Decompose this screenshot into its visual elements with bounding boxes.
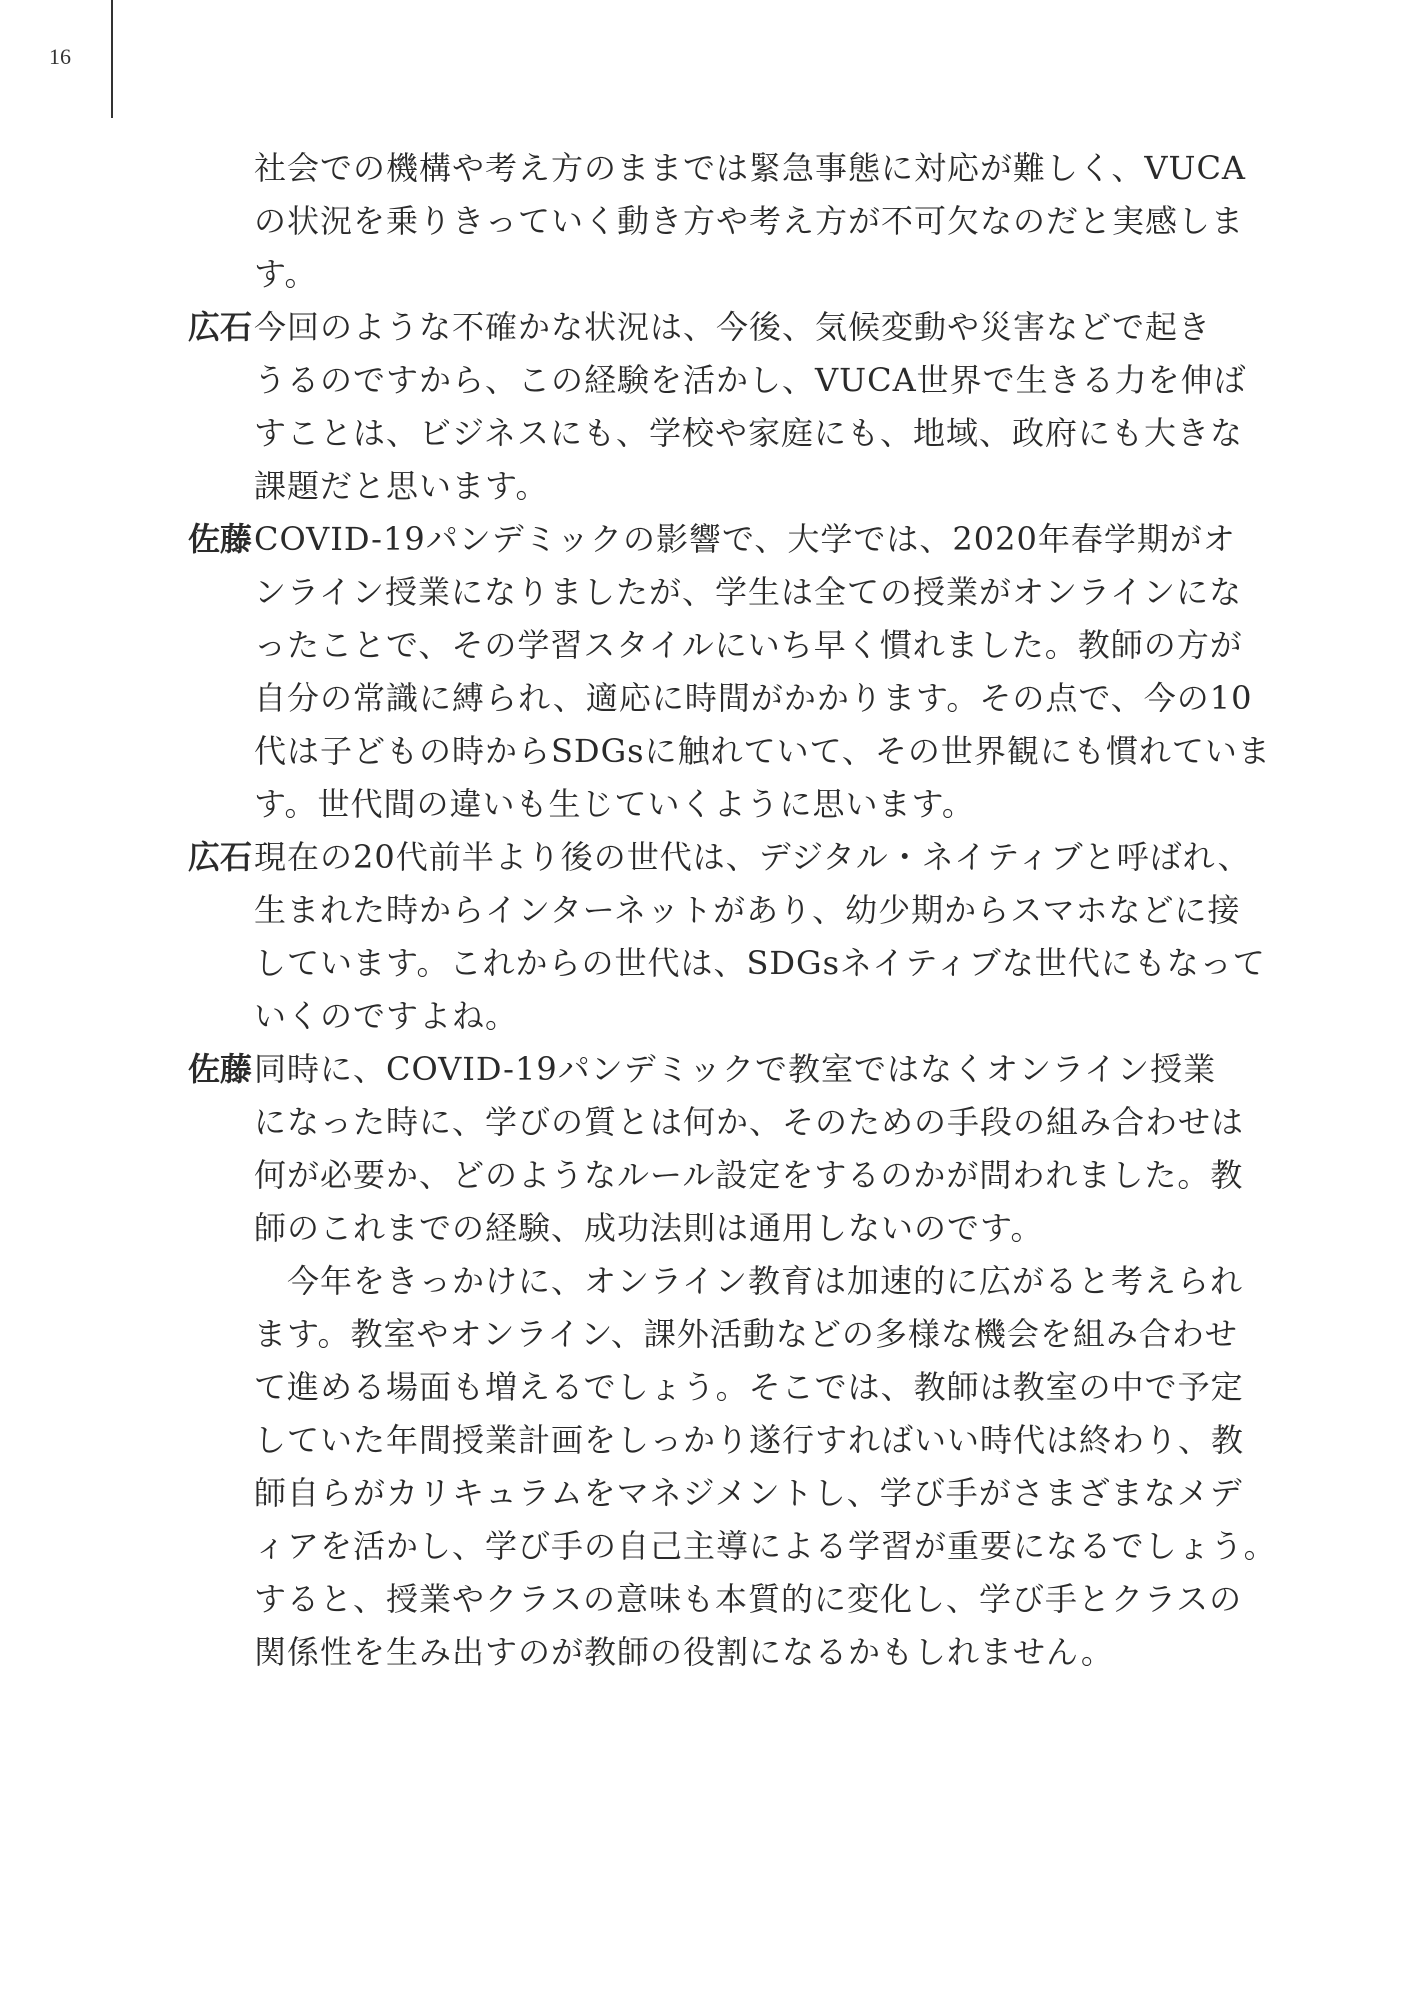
text-line: 師自らがカリキュラムをマネジメントし、学び手がさまざまなメデ — [254, 1474, 1243, 1512]
text-line: 何が必要か、どのようなルール設定をするのかが問われました。教 — [254, 1156, 1244, 1194]
text-line: す。 — [254, 255, 318, 293]
text-line: ィアを活かし、学び手の自己主導による学習が重要になるでしょう。 — [254, 1527, 1277, 1565]
text-line: しています。これからの世代は、SDGsネイティブな世代にもなって — [254, 944, 1266, 982]
text-line: ったことで、その学習スタイルにいち早く慣れました。教師の方が — [254, 626, 1243, 664]
text-line: 同時に、COVID-19パンデミックで教室ではなくオンライン授業 — [254, 1050, 1217, 1088]
text-line: 代は子どもの時からSDGsに触れていて、その世界観にも慣れていま — [254, 732, 1271, 770]
text-line: になった時に、学びの質とは何か、そのための手段の組み合わせは — [254, 1103, 1245, 1141]
text-line: す。世代間の違いも生じていくように思います。 — [254, 785, 975, 823]
text-line: 社会での機構や考え方のままでは緊急事態に対応が難しく、VUCA — [254, 149, 1247, 187]
text-line: 自分の常識に縛られ、適応に時間がかかります。その点で、今の10 — [254, 679, 1253, 717]
dialogue-hiroishi-2 — [188, 831, 1266, 1043]
speaker-label: 広石 — [188, 308, 253, 346]
header-rule — [111, 0, 113, 118]
text-line: ンライン授業になりましたが、学生は全ての授業がオンラインにな — [254, 573, 1243, 611]
page-number: 16 — [49, 44, 71, 69]
text-line: て進める場面も増えるでしょう。そこでは、教師は教室の中で予定 — [254, 1368, 1244, 1406]
text-line: ます。教室やオンライン、課外活動などの多様な機会を組み合わせ — [254, 1315, 1238, 1353]
speaker-label: 佐藤 — [188, 1050, 253, 1088]
text-line: うるのですから、この経験を活かし、VUCA世界で生きる力を伸ば — [254, 361, 1247, 399]
text-line: 生まれた時からインターネットがあり、幼少期からスマホなどに接 — [254, 891, 1241, 929]
body-text — [188, 142, 1277, 1679]
text-line: 師のこれまでの経験、成功法則は通用しないのです。 — [254, 1209, 1044, 1247]
paragraph-continuation — [188, 142, 1247, 301]
text-line: 今年をきっかけに、オンライン教育は加速的に広がると考えられ — [254, 1262, 1244, 1300]
text-line: 関係性を生み出すのが教師の役割になるかもしれません。 — [254, 1633, 1114, 1671]
speaker-label: 佐藤 — [188, 520, 253, 558]
speaker-label: 広石 — [188, 838, 253, 876]
text-line: していた年間授業計画をしっかり遂行すればいい時代は終わり、教 — [254, 1421, 1245, 1459]
dialogue-sato-2 — [188, 1043, 1277, 1679]
dialogue-sato-1 — [188, 513, 1271, 831]
text-line: 今回のような不確かな状況は、今後、気候変動や災害などで起き — [254, 308, 1212, 346]
text-line: 課題だと思います。 — [254, 467, 549, 505]
text-line: COVID-19パンデミックの影響で、大学では、2020年春学期がオ — [254, 520, 1236, 558]
text-line: の状況を乗りきっていく動き方や考え方が不可欠なのだと実感しま — [254, 202, 1245, 240]
text-line: すると、授業やクラスの意味も本質的に変化し、学び手とクラスの — [254, 1580, 1243, 1618]
text-line: いくのですよね。 — [254, 997, 519, 1035]
text-line: 現在の20代前半より後の世代は、デジタル・ネイティブと呼ばれ、 — [254, 838, 1251, 876]
text-line: すことは、ビジネスにも、学校や家庭にも、地域、政府にも大きな — [254, 414, 1244, 452]
dialogue-hiroishi-1 — [188, 301, 1247, 513]
